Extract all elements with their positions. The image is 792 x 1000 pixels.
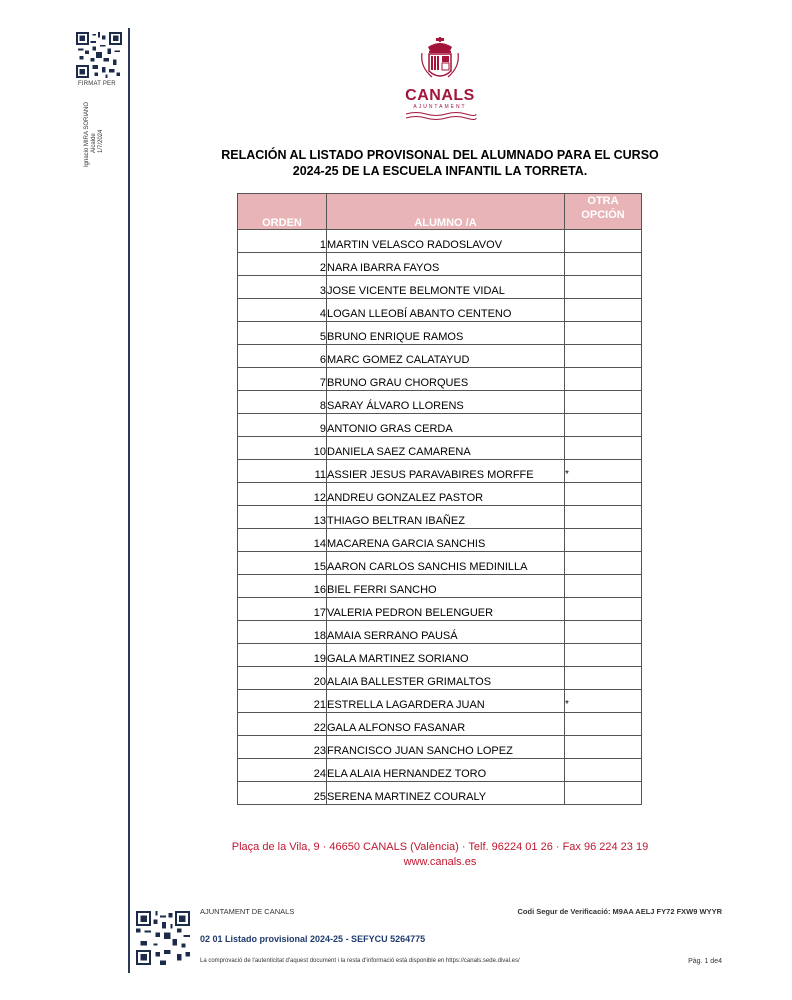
orden-cell: 1 — [238, 230, 327, 253]
alumno-cell: BRUNO ENRIQUE RAMOS — [327, 322, 565, 345]
student-table — [237, 193, 642, 805]
wave-icon — [402, 111, 478, 121]
orden-cell: 4 — [238, 299, 327, 322]
otra-opcion-cell — [565, 667, 642, 690]
orden-cell: 12 — [238, 483, 327, 506]
otra-opcion-cell — [565, 644, 642, 667]
orden-cell: 25 — [238, 782, 327, 805]
otra-opcion-cell — [565, 598, 642, 621]
table-row — [238, 552, 642, 575]
alumno-cell: GALA ALFONSO FASANAR — [327, 713, 565, 736]
otra-opcion-cell — [565, 230, 642, 253]
table-row — [238, 621, 642, 644]
table-row — [238, 414, 642, 437]
otra-opcion-cell — [565, 368, 642, 391]
alumno-cell: BIEL FERRI SANCHO — [327, 575, 565, 598]
header-otra-opcion — [565, 194, 642, 230]
table-row — [238, 276, 642, 299]
page-number: Pàg. 1 de4 — [688, 958, 722, 965]
alumno-cell: JOSE VICENTE BELMONTE VIDAL — [327, 276, 565, 299]
table-row — [238, 736, 642, 759]
document-reference: 02 01 Listado provisional 2024-25 - SEFYCU 5264775 — [200, 934, 426, 944]
verification-code: Codi Segur de Verificació: M9AA AELJ FY72 FXW9 WYYR — [517, 907, 722, 916]
alumno-cell: ANTONIO GRAS CERDA — [327, 414, 565, 437]
signed-by-label: FIRMAT PER — [78, 81, 116, 87]
orden-cell: 23 — [238, 736, 327, 759]
alumno-cell: ESTRELLA LAGARDERA JUAN — [327, 690, 565, 713]
alumno-cell: ELA ALAIA HERNANDEZ TORO — [327, 759, 565, 782]
alumno-cell: MARC GOMEZ CALATAYUD — [327, 345, 565, 368]
authenticity-note: La comprovació de l'autenticitat d'aquest document i la resta d'informació està disponible en https://canals.sede.dival.es/ — [200, 958, 520, 964]
verification-qr-icon — [136, 910, 190, 966]
orden-cell: 9 — [238, 414, 327, 437]
signer-name: Ignacio MIRA SORIANO — [84, 101, 90, 167]
otra-opcion-cell — [565, 322, 642, 345]
header-orden: ORDEN — [238, 194, 327, 230]
alumno-cell: AARON CARLOS SANCHIS MEDINILLA — [327, 552, 565, 575]
alumno-cell: ASSIER JESUS PARAVABIRES MORFFE — [327, 460, 565, 483]
otra-opcion-cell — [565, 391, 642, 414]
address-block — [200, 840, 680, 870]
otra-opcion-cell — [565, 552, 642, 575]
address-line: Plaça de la Vila, 9 · 46650 CANALS (València) · Telf. 96224 01 26 · Fax 96 224 23 19 — [231, 841, 649, 853]
table-row — [238, 506, 642, 529]
header-otra-line-2: OPCIÓN — [581, 209, 625, 221]
table-row — [238, 299, 642, 322]
orden-cell: 2 — [238, 253, 327, 276]
website-link[interactable]: www.canals.es — [403, 856, 477, 868]
orden-cell: 18 — [238, 621, 327, 644]
alumno-cell: MARTIN VELASCO RADOSLAVOV — [327, 230, 565, 253]
table-row — [238, 437, 642, 460]
orden-cell: 8 — [238, 391, 327, 414]
otra-opcion-cell — [565, 529, 642, 552]
table-row — [238, 529, 642, 552]
canals-logo — [402, 37, 478, 123]
orden-cell: 16 — [238, 575, 327, 598]
alumno-cell: BRUNO GRAU CHORQUES — [327, 368, 565, 391]
otra-opcion-cell — [565, 276, 642, 299]
coat-of-arms-icon — [402, 37, 478, 87]
table-row — [238, 460, 642, 483]
orden-cell: 5 — [238, 322, 327, 345]
table-row — [238, 690, 642, 713]
orden-cell: 21 — [238, 690, 327, 713]
table-row — [238, 230, 642, 253]
table-row — [238, 713, 642, 736]
otra-opcion-cell — [565, 736, 642, 759]
alumno-cell: AMAIA SERRANO PAUSÁ — [327, 621, 565, 644]
otra-opcion-cell — [565, 621, 642, 644]
logo-subtitle: AJUNTAMENT — [413, 104, 467, 110]
alumno-cell: ALAIA BALLESTER GRIMALTOS — [327, 667, 565, 690]
orden-cell: 7 — [238, 368, 327, 391]
table-row — [238, 575, 642, 598]
alumno-cell: VALERIA PEDRON BELENGUER — [327, 598, 565, 621]
title-line-1: RELACIÓN AL LISTADO PROVISONAL DEL ALUMNADO PARA EL CURSO — [221, 148, 659, 162]
orden-cell: 6 — [238, 345, 327, 368]
orden-cell: 11 — [238, 460, 327, 483]
alumno-cell: THIAGO BELTRAN IBAÑEZ — [327, 506, 565, 529]
orden-cell: 20 — [238, 667, 327, 690]
table-row — [238, 345, 642, 368]
logo-name: CANALS — [405, 87, 475, 104]
alumno-cell: SARAY ÁLVARO LLORENS — [327, 391, 565, 414]
orden-cell: 13 — [238, 506, 327, 529]
signature-block — [84, 102, 105, 167]
table-row — [238, 483, 642, 506]
orden-cell: 14 — [238, 529, 327, 552]
otra-opcion-cell — [565, 299, 642, 322]
orden-cell: 15 — [238, 552, 327, 575]
table-row — [238, 644, 642, 667]
orden-cell: 3 — [238, 276, 327, 299]
qr-code-icon — [76, 32, 122, 78]
table-row — [238, 253, 642, 276]
otra-opcion-cell — [565, 483, 642, 506]
header-alumno: ALUMNO /A — [327, 194, 565, 230]
alumno-cell: GALA MARTINEZ SORIANO — [327, 644, 565, 667]
otra-opcion-cell — [565, 575, 642, 598]
signer-role: Alcalde — [91, 133, 97, 153]
alumno-cell: DANIELA SAEZ CAMARENA — [327, 437, 565, 460]
otra-opcion-cell — [565, 713, 642, 736]
orden-cell: 10 — [238, 437, 327, 460]
alumno-cell: LOGAN LLEOBÍ ABANTO CENTENO — [327, 299, 565, 322]
otra-opcion-cell — [565, 414, 642, 437]
table-row — [238, 667, 642, 690]
orden-cell: 19 — [238, 644, 327, 667]
orden-cell: 24 — [238, 759, 327, 782]
otra-opcion-cell — [565, 437, 642, 460]
otra-opcion-cell — [565, 506, 642, 529]
otra-opcion-cell — [565, 759, 642, 782]
table-row — [238, 782, 642, 805]
orden-cell: 17 — [238, 598, 327, 621]
title-line-2: 2024-25 DE LA ESCUELA INFANTIL LA TORRETA. — [292, 164, 588, 178]
header-otra-line-1: OTRA — [587, 195, 619, 207]
otra-opcion-cell: * — [565, 460, 642, 483]
orden-cell: 22 — [238, 713, 327, 736]
table-row — [238, 759, 642, 782]
otra-opcion-cell — [565, 782, 642, 805]
signer-date: 1/7/2024 — [98, 129, 104, 153]
alumno-cell: FRANCISCO JUAN SANCHO LOPEZ — [327, 736, 565, 759]
otra-opcion-cell — [565, 253, 642, 276]
table-row — [238, 391, 642, 414]
table-row — [238, 598, 642, 621]
otra-opcion-cell — [565, 345, 642, 368]
page-title — [200, 147, 680, 179]
alumno-cell: SERENA MARTINEZ COURALY — [327, 782, 565, 805]
footer-org: AJUNTAMENT DE CANALS — [200, 907, 295, 916]
otra-opcion-cell: * — [565, 690, 642, 713]
alumno-cell: MACARENA GARCIA SANCHIS — [327, 529, 565, 552]
table-row — [238, 322, 642, 345]
margin-rule — [128, 28, 130, 973]
table-row — [238, 368, 642, 391]
alumno-cell: ANDREU GONZALEZ PASTOR — [327, 483, 565, 506]
alumno-cell: NARA IBARRA FAYOS — [327, 253, 565, 276]
